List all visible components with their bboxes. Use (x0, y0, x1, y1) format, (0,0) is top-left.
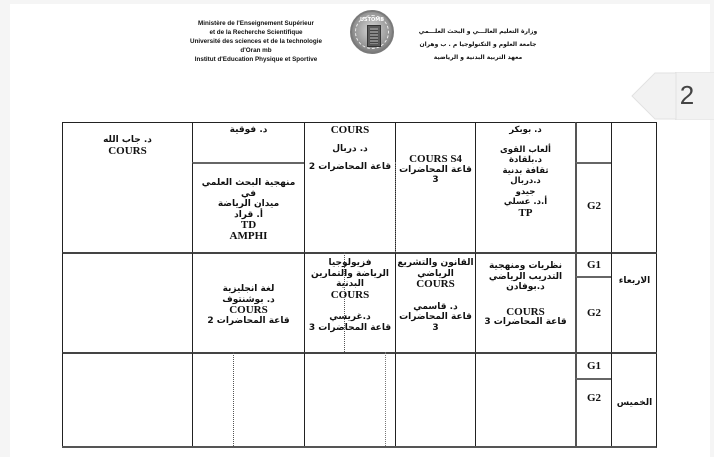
header-arabic-line: جامعة العلوم و التكنولوجيا م . ب وهران (419, 41, 537, 48)
timetable (62, 122, 657, 448)
cell-line: البدنية (336, 279, 364, 289)
cell-line: قاعة المحاضرات 3 (484, 317, 567, 327)
cell-line: د. بوشنتوف (222, 294, 275, 305)
cell-line: د.بلقادة (509, 155, 542, 165)
cell-line: ثقافة بدنية (502, 165, 549, 176)
cell-boubekr (475, 122, 575, 252)
cell-fouguia-top (192, 122, 304, 162)
header-french-line: et de la Recherche Scientifique (209, 29, 303, 36)
page-number-tab[interactable] (631, 72, 714, 120)
cell-line: القانون والتشريع (397, 258, 474, 268)
university-logo (350, 10, 394, 54)
cell-group-g1 (575, 352, 611, 378)
cell-line: د.غريسي (329, 312, 371, 322)
cell-line: د.دربال (510, 176, 541, 186)
cell-empty (395, 352, 475, 446)
cell-line: د. فوقية (229, 125, 268, 135)
cell-empty (192, 352, 304, 446)
cell-line: فزيولوجيا (328, 258, 372, 268)
cell-line: أ. قراد (234, 209, 263, 220)
group-label: G1 (586, 360, 602, 372)
cell-physiology (304, 252, 395, 352)
cell-line: COURS (330, 124, 370, 136)
header-french-line: Institut d'Education Physique et Sportive (194, 56, 318, 63)
cell-line: جيدو (515, 186, 536, 197)
group-label: G2 (586, 200, 602, 212)
cell-line: لغة انجليزية (222, 284, 275, 294)
dotted-divider (385, 352, 386, 446)
cell-line: د. قاسمي (413, 301, 458, 312)
cell-research-methodology (192, 162, 304, 252)
cell-line: 3 (432, 322, 439, 333)
cell-group-g2 (575, 378, 611, 446)
cell-empty (304, 352, 395, 446)
cell-group-g2 (575, 276, 611, 352)
cell-line: د. بوبكر (509, 125, 542, 135)
cell-line: نظريات ومنهجية (488, 261, 563, 271)
cell-line: COURS (506, 305, 545, 318)
cell-line: ألعاب القوى (500, 144, 551, 155)
cell-line: TD (240, 219, 257, 231)
cell-group-g2 (575, 162, 611, 252)
header-french-line: Université des sciences et de la technologie (190, 38, 322, 45)
cell-cours-s4 (395, 122, 475, 252)
cell-derbal (304, 122, 395, 252)
logo-text: USTOMB (359, 17, 385, 23)
day-label: الاربعاء (618, 276, 651, 286)
cell-line: COURS (330, 288, 370, 301)
cell-line: الرياضة والتمارين (311, 268, 389, 279)
header-arabic-line: وزارة التعليم العالـــي و البحث العلـــمي (418, 28, 538, 35)
cell-line: قاعة المحاضرات 3 (308, 322, 392, 333)
cell-line: أ.د. عسلي (503, 197, 548, 207)
cell-line: منهجية البحث العلمي في (201, 178, 296, 199)
cell-group-empty (575, 122, 611, 162)
group-label: G2 (586, 392, 602, 404)
cell-line: قاعة المحاضرات 2 (308, 162, 392, 172)
cell-group-g1 (575, 252, 611, 276)
cell-line: قاعة المحاضرات 2 (207, 315, 290, 326)
cell-empty (475, 352, 575, 446)
cell-line: TP (518, 206, 533, 219)
cell-day-wednesday (611, 252, 657, 352)
dotted-divider (233, 352, 234, 446)
cell-day-thursday (611, 352, 657, 446)
cell-jaballah (62, 122, 192, 252)
cell-line: 3 (432, 175, 439, 185)
cell-sports-law (395, 252, 475, 352)
cell-english (192, 252, 304, 352)
cell-line: COURS S4 (409, 153, 462, 165)
document-page (10, 4, 710, 457)
header-french-line: d'Oran mb (240, 47, 272, 54)
day-label: الخميس (616, 398, 653, 408)
cell-line: د.بوفادن (506, 282, 545, 292)
cell-line: COURS (108, 144, 147, 157)
cell-empty (62, 252, 192, 352)
cell-line: قاعة المحاضرات (399, 164, 472, 175)
cell-line: ميدان الرياضة (217, 199, 280, 209)
cell-training-theory (475, 252, 575, 352)
cell-line: التدريب الرياضي (488, 271, 563, 282)
cell-line: COURS (229, 304, 268, 316)
cell-line: الرياضي (417, 268, 454, 279)
group-label: G2 (586, 307, 602, 319)
cell-day-empty (611, 122, 657, 252)
cell-line: د. جاب الله (103, 135, 152, 145)
logo-building-icon (367, 25, 381, 47)
dotted-divider (344, 252, 345, 352)
cell-line: COURS (416, 278, 455, 290)
cell-line: AMPHI (229, 229, 268, 242)
cell-line: قاعة المحاضرات (399, 312, 472, 322)
header-french-line: Ministère de l'Enseignement Supérieur (198, 20, 314, 27)
header-arabic (418, 25, 538, 64)
page-number: 2 (679, 80, 695, 110)
header-arabic-line: معهد التربية البدنية و الرياضية (433, 54, 523, 61)
cell-empty (62, 352, 192, 446)
header-french (176, 19, 336, 64)
group-label: G1 (586, 259, 602, 271)
cell-line: د. دربال (332, 143, 368, 154)
dotted-divider (395, 162, 396, 252)
